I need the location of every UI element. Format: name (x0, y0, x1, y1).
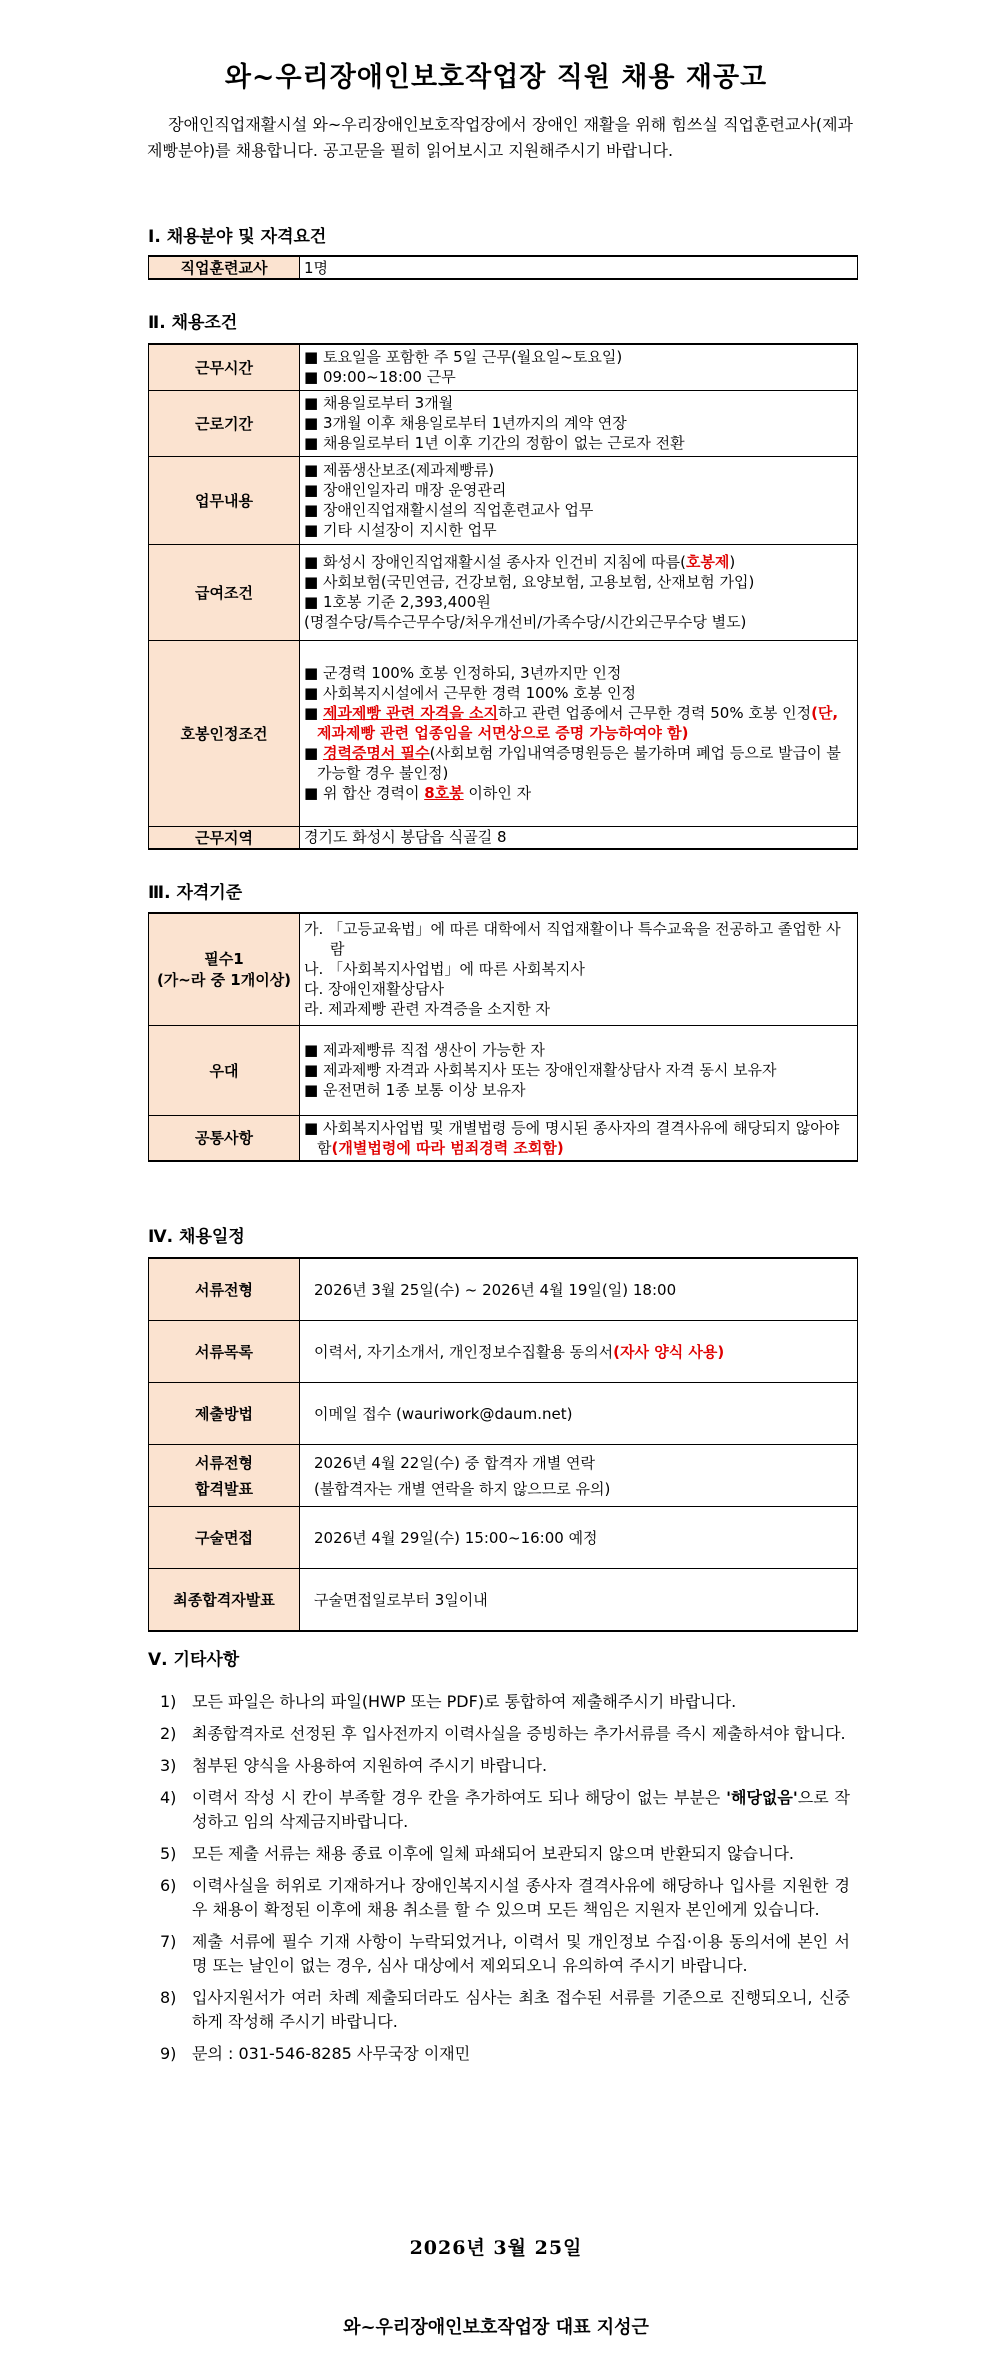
schedule-table (148, 1257, 858, 1632)
schedule-label: 구술면접 (149, 1507, 300, 1569)
salary-label: 급여조건 (149, 544, 300, 640)
list-item: 9) 문의 : 031-546-8285 사무국장 이재민 (160, 2044, 471, 2063)
work-hours-label: 근무시간 (149, 344, 300, 390)
schedule-label: 서류목록 (149, 1321, 300, 1383)
field-table (148, 255, 858, 280)
schedule-label: 서류전형 합격발표 (149, 1445, 300, 1507)
section4-heading: Ⅳ. 채용일정 (148, 1227, 245, 1247)
preferred-value: ■ 제과제빵류 직접 생산이 가능한 자 ■ 제과제빵 자격과 사회복지사 또는 장애인재활상담사 자격 동시 보유자 ■ 운전면허 1종 보통 이상 보유자 (300, 1025, 858, 1115)
schedule-label: 제출방법 (149, 1383, 300, 1445)
schedule-label: 최종합격자발표 (149, 1569, 300, 1632)
list-item: 1) 모든 파일은 하나의 파일(HWP 또는 PDF)로 통합하여 제출해주시기 바랍니다. (160, 1692, 737, 1711)
list-item: 8) 입사지원서가 여러 차례 제출되더라도 심사는 최초 접수된 서류를 기준으로 진행되오니, 신중하게 작성해 주시기 바랍니다. (160, 1988, 850, 2031)
announcement-date: 2026년 3월 25일 (409, 2237, 583, 2259)
location-value: 경기도 화성시 봉담읍 식골길 8 (300, 826, 858, 849)
period-label: 근로기간 (149, 390, 300, 456)
schedule-value: 2026년 4월 22일(수) 중 합격자 개별 연락 (불합격자는 개별 연락을 하지 않으므로 유의) (300, 1445, 858, 1507)
signature-line: 와~우리장애인보호작업장 대표 지성근 (343, 2317, 649, 2338)
schedule-value: 2026년 3월 25일(수) ~ 2026년 4월 19일(일) 18:00 (300, 1258, 858, 1321)
required-value: 가. 「고등교육법」에 따른 대학에서 직업재활이나 특수교육을 전공하고 졸업한 사람 나. 「사회복지사업법」에 따른 사회복지사 다. 장애인재활상담사 라. 제과제빵 관련 자격증을 소지한 자 (300, 913, 858, 1025)
work-hours-value: ■ 토요일을 포함한 주 5일 근무(월요일~토요일) ■ 09:00~18:00 근무 (300, 344, 858, 390)
list-item: 4) 이력서 작성 시 칸이 부족할 경우 칸을 추가하여도 되나 해당이 없는 부분은 '해당없음'으로 작성하고 임의 삭제금지바랍니다. (160, 1788, 850, 1831)
preferred-label: 우대 (149, 1025, 300, 1115)
field-label: 직업훈련교사 (149, 256, 300, 279)
schedule-value: 2026년 4월 29일(수) 15:00~16:00 예정 (300, 1507, 858, 1569)
list-item: 2) 최종합격자로 선정된 후 입사전까지 이력사실을 증빙하는 추가서류를 즉시 제출하셔야 합니다. (160, 1724, 846, 1743)
schedule-value: 이메일 접수 (wauriwork@daum.net) (300, 1383, 858, 1445)
required-label: 필수1 (가~라 중 1개이상) (149, 913, 300, 1025)
career-value: ■ 군경력 100% 호봉 인정하되, 3년까지만 인정 ■ 사회복지시설에서 근무한 경력 100% 호봉 인정 ■ 제과제빵 관련 자격을 소지하고 관련 업종에서 근무한 경력 50% 호봉 인정(단, 제과제빵 관련 업종임을 서면상으로 증명 가능하여야 함) ■ 경력증명서 필수(사회보험 가입내역증명원등은 불가하며 폐업 등으로 발급이 불가능할 경우 불인정) ■ 위 합산 경력이 8호봉 이하인 자 (300, 640, 858, 826)
location-label: 근무지역 (149, 826, 300, 849)
schedule-label: 서류전형 (149, 1258, 300, 1321)
list-item: 7) 제출 서류에 필수 기재 사항이 누락되었거나, 이력서 및 개인정보 수집·이용 동의서에 본인 서명 또는 날인이 없는 경우, 심사 대상에서 제외되오니 유의하여 주시기 바랍니다. (160, 1932, 850, 1975)
notes-list (160, 1690, 850, 2074)
field-value: 1명 (300, 256, 858, 279)
salary-value: ■ 화성시 장애인직업재활시설 종사자 인건비 지침에 따름(호봉제) ■ 사회보험(국민연금, 건강보험, 요양보험, 고용보험, 산재보험 가입) ■ 1호봉 기준 2,393,400원 (명절수당/특수근무수당/처우개선비/가족수당/시간외근무수당 별도) (300, 544, 858, 640)
schedule-value: 이력서, 자기소개서, 개인정보수집활용 동의서(자사 양식 사용) (300, 1321, 858, 1383)
list-item: 6) 이력사실을 허위로 기재하거나 장애인복지시설 종사자 결격사유에 해당하나 입사를 지원한 경우 채용이 확정된 이후에 채용 취소를 할 수 있으며 모든 책임은 지원자 본인에게 있습니다. (160, 1876, 850, 1919)
qualifications-table (148, 912, 858, 1162)
common-value: ■ 사회복지사업법 및 개별법령 등에 명시된 종사자의 결격사유에 해당되지 않아야 함(개별법령에 따라 범죄경력 조회함) (300, 1115, 858, 1161)
intro-paragraph: 장애인직업재활시설 와~우리장애인보호작업장에서 장애인 재활을 위해 힘쓰실 직업훈련교사(제과제빵분야)를 채용합니다. 공고문을 필히 읽어보시고 지원해주시기 바랍니다. (147, 115, 853, 160)
section5-heading: Ⅴ. 기타사항 (148, 1650, 240, 1670)
page-title: 와~우리장애인보호작업장 직원 채용 재공고 (224, 62, 768, 93)
schedule-value: 구술면접일로부터 3일이내 (300, 1569, 858, 1632)
list-item: 3) 첨부된 양식을 사용하여 지원하여 주시기 바랍니다. (160, 1756, 548, 1775)
conditions-table (148, 343, 858, 850)
career-label: 호봉인정조건 (149, 640, 300, 826)
duties-label: 업무내용 (149, 456, 300, 544)
period-value: ■ 채용일로부터 3개월 ■ 3개월 이후 채용일로부터 1년까지의 계약 연장 ■ 채용일로부터 1년 이후 기간의 정함이 없는 근로자 전환 (300, 390, 858, 456)
section2-heading: Ⅱ. 채용조건 (148, 313, 238, 333)
duties-value: ■ 제품생산보조(제과제빵류) ■ 장애인일자리 매장 운영관리 ■ 장애인직업재활시설의 직업훈련교사 업무 ■ 기타 시설장이 지시한 업무 (300, 456, 858, 544)
list-item: 5) 모든 제출 서류는 채용 종료 이후에 일체 파쇄되어 보관되지 않으며 반환되지 않습니다. (160, 1844, 794, 1863)
section1-heading: Ⅰ. 채용분야 및 자격요건 (148, 227, 327, 247)
common-label: 공통사항 (149, 1115, 300, 1161)
section3-heading: Ⅲ. 자격기준 (148, 883, 243, 903)
